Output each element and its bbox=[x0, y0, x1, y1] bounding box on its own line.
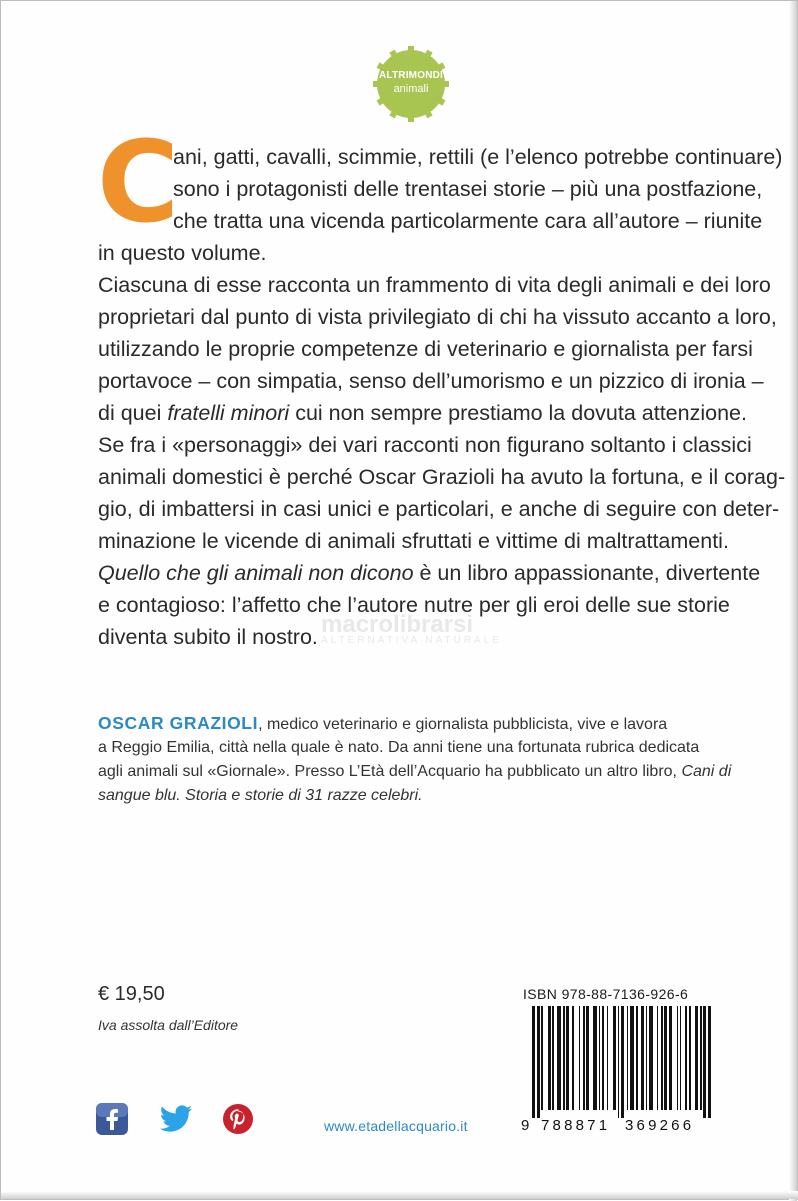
publisher-website: www.etadellacquario.it bbox=[324, 1118, 468, 1134]
author-other-book-title: sangue blu. Storia e storie di 31 razze celebri. bbox=[98, 787, 423, 804]
author-bio-line-1 bbox=[98, 712, 667, 737]
barcode-bar bbox=[627, 1006, 628, 1110]
barcode-bar bbox=[537, 1006, 540, 1118]
barcode-bar bbox=[563, 1006, 564, 1110]
blurb-line-12: gio, di imbattersi in casi unici e particolari, e anche di seguire con deter- bbox=[98, 497, 780, 521]
barcode-bar bbox=[579, 1006, 580, 1110]
blurb-line-6: proprietari dal punto di vista privilegiato di chi ha vissuto accanto a loro, bbox=[98, 305, 777, 329]
barcode-bar bbox=[586, 1006, 589, 1110]
blurb-line-9-suffix: cui non sempre prestiamo la dovuta attenzione. bbox=[289, 401, 747, 425]
blurb-line-7: utilizzando le proprie competenze di veterinario e giornalista per farsi bbox=[98, 337, 753, 361]
barcode-bar bbox=[708, 1006, 711, 1118]
barcode-bar bbox=[613, 1006, 616, 1110]
barcode-bar bbox=[607, 1006, 608, 1110]
barcode-bar bbox=[646, 1006, 647, 1110]
price-label: € 19,50 bbox=[98, 983, 165, 1005]
blurb-line-14 bbox=[98, 558, 760, 588]
barcode-bar bbox=[599, 1006, 600, 1110]
blurb-line-9-prefix: di quei bbox=[98, 401, 168, 425]
barcode-bar bbox=[664, 1006, 667, 1110]
barcode-bar bbox=[557, 1006, 561, 1110]
author-name: OSCAR GRAZIOLI bbox=[98, 713, 259, 733]
page-edge-shadow-bottom bbox=[1, 1191, 798, 1199]
barcode-bar bbox=[593, 1006, 597, 1110]
badge-series-label: ALTRIMONDI bbox=[378, 70, 444, 81]
blurb-line-10: Se fra i «personaggi» dei vari racconti non figurano soltanto i classici bbox=[98, 433, 752, 457]
barcode-bar bbox=[649, 1006, 653, 1110]
barcode-bar bbox=[602, 1006, 603, 1110]
barcode-bar bbox=[618, 1006, 619, 1118]
barcode-bar bbox=[669, 1006, 672, 1110]
twitter-icon bbox=[158, 1103, 194, 1135]
blurb-line-8: portavoce – con simpatia, senso dell’umorismo e un pizzico di ironia – bbox=[98, 369, 764, 393]
blurb-line-9 bbox=[98, 398, 747, 428]
author-bio-line-3 bbox=[98, 760, 731, 784]
barcode-bar bbox=[689, 1006, 690, 1110]
barcode-bar bbox=[703, 1006, 706, 1118]
watermark-name: macrolibrarsi bbox=[321, 611, 474, 638]
pinterest-icon bbox=[222, 1103, 254, 1135]
author-bio-line-1-rest: , medico veterinario e giornalista pubblicista, vive e lavora bbox=[258, 716, 668, 733]
barcode-bar bbox=[566, 1006, 569, 1110]
isbn-barcode bbox=[532, 1006, 711, 1112]
barcode-bar bbox=[641, 1006, 644, 1110]
author-bio-line-3-italic: Cani di bbox=[681, 763, 732, 780]
barcode-bar bbox=[630, 1006, 634, 1110]
barcode-bar bbox=[680, 1006, 681, 1110]
vat-note: Iva assolta dall’Editore bbox=[98, 1017, 239, 1033]
barcode-bar bbox=[532, 1006, 535, 1118]
barcode-bar bbox=[548, 1006, 551, 1110]
barcode-bar bbox=[700, 1006, 701, 1110]
barcode-bar bbox=[583, 1006, 584, 1110]
barcode-bar bbox=[695, 1006, 698, 1110]
barcode-bar bbox=[552, 1006, 553, 1110]
blurb-line-14-suffix: è un libro appassionante, divertente bbox=[413, 561, 761, 585]
author-bio-line-4 bbox=[98, 784, 423, 808]
barcode-first-digit: 9 bbox=[521, 1117, 530, 1134]
blurb-line-13: minazione le vicende di animali sfruttati e vittime di maltrattamenti. bbox=[98, 529, 729, 553]
blurb-line-1: ani, gatti, cavalli, scimmie, rettili (e l’elenco potrebbe continuare) bbox=[173, 145, 783, 169]
retailer-watermark bbox=[301, 611, 551, 651]
barcode-bar bbox=[685, 1006, 688, 1110]
blurb-line-15: e contagioso: l’affetto che l’autore nutre per gli eroi delle sue storie bbox=[98, 593, 730, 617]
drop-cap-letter: C bbox=[97, 118, 180, 248]
badge-series-sublabel: animali bbox=[393, 83, 429, 95]
book-title-italic: Quello che gli animali non dicono bbox=[98, 561, 414, 585]
barcode-bar bbox=[636, 1006, 637, 1110]
blurb-line-11: animali domestici è perché Oscar Grazioli ha avuto la fortuna, e il corag- bbox=[98, 465, 786, 489]
barcode-bar bbox=[621, 1006, 624, 1118]
barcode-left-group: 788871 bbox=[541, 1117, 611, 1134]
barcode-bar bbox=[661, 1006, 662, 1110]
author-bio-line-2: a Reggio Emilia, città nella quale è nato. Da anni tiene una fortunata rubrica dedicata bbox=[98, 739, 700, 756]
barcode-bar bbox=[541, 1006, 542, 1110]
publisher-series-badge bbox=[373, 46, 449, 122]
barcode-right-group: 369266 bbox=[625, 1117, 695, 1134]
blurb-line-5: Ciascuna di esse racconta un frammento di vita degli animali e dei loro bbox=[98, 273, 771, 297]
barcode-bar bbox=[572, 1006, 573, 1110]
blurb-line-3: che tratta una vicenda particolarmente cara all’autore – riunite bbox=[173, 209, 763, 233]
isbn-label: ISBN 978-88-7136-926-6 bbox=[523, 986, 689, 1002]
watermark-tagline: ALTERNATIVA NATURALE bbox=[321, 635, 502, 646]
facebook-icon bbox=[96, 1103, 128, 1135]
author-bio-line-3-prefix: agli animali sul «Giornale». Presso L’Età dell’Acquario ha pubblicato un altro libro, bbox=[98, 763, 682, 780]
barcode-bar bbox=[657, 1006, 658, 1110]
blurb-line-4: in questo volume. bbox=[98, 241, 267, 265]
barcode-bar bbox=[677, 1006, 678, 1110]
blurb-line-16: diventa subito il nostro. bbox=[98, 625, 318, 649]
page-edge-shadow-right bbox=[789, 1, 797, 1201]
blurb-line-2: sono i protagonisti delle trentasei storie – più una postfazione, bbox=[173, 177, 763, 201]
blurb-line-9-italic: fratelli minori bbox=[167, 401, 290, 425]
